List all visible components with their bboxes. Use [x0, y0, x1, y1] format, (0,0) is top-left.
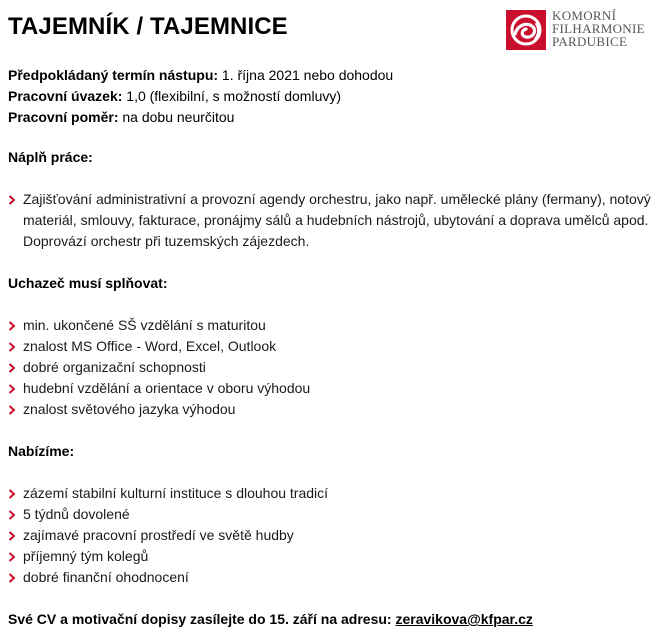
list-item	[8, 483, 328, 504]
list-item	[8, 336, 310, 357]
info-label: Pracovní poměr:	[8, 109, 119, 125]
offer-list	[8, 483, 328, 588]
offer-heading: Nabízíme:	[8, 443, 75, 459]
list-item-text: 5 týdnů dovolené	[23, 506, 130, 522]
info-value: na dobu neurčitou	[118, 109, 235, 125]
footer-text: Své CV a motivační dopisy zasílejte do 15. září na adresu:	[8, 611, 396, 627]
application-instructions	[8, 609, 533, 629]
chevron-right-icon	[8, 573, 16, 583]
list-item-text: Zajišťování administrativní a provozní agendy orchestru, jako např. umělecké plány (fermany), notový materiál, smlouvy, fakturace, pronájmy sálů a hudebních nástrojů, ubytování a doprava umělců apod. Doprovází orchestr při tuzemských zájezdech.	[23, 191, 651, 249]
logo-line-2: FILHARMONIE	[552, 21, 645, 36]
list-item-text: příjemný tým kolegů	[23, 548, 149, 564]
info-contract	[8, 107, 393, 128]
list-item	[8, 525, 328, 546]
chevron-right-icon	[8, 510, 16, 520]
chevron-right-icon	[8, 489, 16, 499]
info-value: 1. října 2021 nebo dohodou	[218, 67, 394, 83]
orchestra-logo	[506, 10, 661, 50]
chevron-right-icon	[8, 195, 16, 205]
info-label: Předpokládaný termín nástupu:	[8, 67, 219, 83]
list-item-text: zajímavé pracovní prostředí ve světě hudby	[23, 527, 294, 543]
list-item	[8, 189, 666, 252]
logo-line-3: PARDUBICE	[552, 34, 628, 49]
info-label: Pracovní úvazek:	[8, 88, 123, 104]
logo-line-1: KOMORNÍ	[552, 8, 617, 23]
duties-list	[8, 189, 666, 252]
list-item-text: zázemí stabilní kulturní instituce s dlouhou tradicí	[23, 485, 329, 501]
list-item	[8, 399, 310, 420]
info-value: 1,0 (flexibilní, s možností domluvy)	[122, 88, 342, 104]
list-item	[8, 504, 328, 525]
page-title: TAJEMNÍK / TAJEMNICE	[8, 13, 288, 40]
list-item-text: hudební vzdělání a orientace v oboru výhodou	[23, 380, 311, 396]
list-item-text: znalost MS Office - Word, Excel, Outlook	[23, 338, 277, 354]
job-info	[8, 65, 393, 128]
chevron-right-icon	[8, 531, 16, 541]
requirements-list	[8, 315, 310, 420]
list-item-text: dobré finanční ohodnocení	[23, 569, 189, 585]
list-item	[8, 357, 310, 378]
list-item-text: znalost světového jazyka výhodou	[23, 401, 236, 417]
list-item	[8, 378, 310, 399]
list-item	[8, 546, 328, 567]
orchestra-logo-icon	[506, 10, 546, 50]
chevron-right-icon	[8, 363, 16, 373]
chevron-right-icon	[8, 552, 16, 562]
chevron-right-icon	[8, 321, 16, 331]
list-item-text: dobré organizační schopnosti	[23, 359, 206, 375]
info-start-date	[8, 65, 393, 86]
email-link[interactable]: zeravikova@kfpar.cz	[395, 611, 533, 627]
chevron-right-icon	[8, 384, 16, 394]
duties-heading: Náplň práce:	[8, 149, 93, 165]
logo-text	[552, 9, 645, 48]
list-item	[8, 567, 328, 588]
list-item-text: min. ukončené SŠ vzdělání s maturitou	[23, 317, 266, 333]
chevron-right-icon	[8, 342, 16, 352]
chevron-right-icon	[8, 405, 16, 415]
list-item	[8, 315, 310, 336]
info-workload	[8, 86, 393, 107]
requirements-heading: Uchazeč musí splňovat:	[8, 275, 168, 291]
